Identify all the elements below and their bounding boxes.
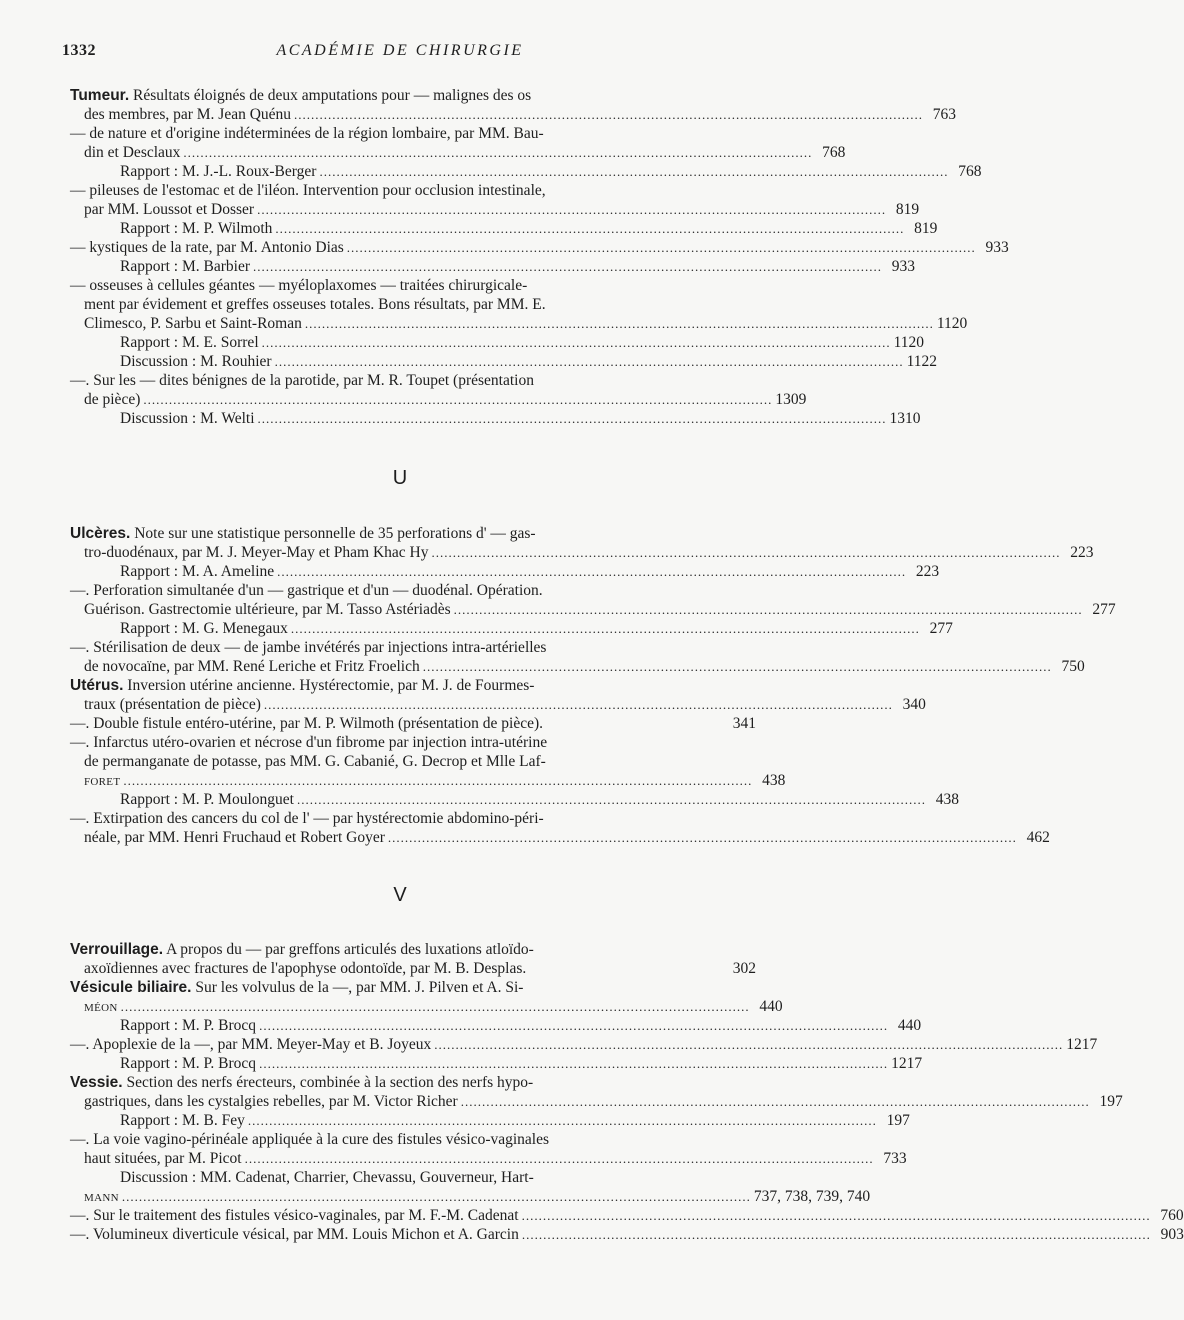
keyword-ulceres: Ulcères. [70, 525, 131, 542]
entry-line: foret .................................................................................................................................................... 438 [84, 772, 786, 789]
keyword-vesicule: Vésicule biliaire. [70, 979, 192, 996]
entry-line: Discussion : MM. Cadenat, Charrier, Chevassu, Gouverneur, Hart- [120, 1169, 534, 1186]
entry-line: de novocaïne, par MM. René Leriche et Fritz Froelich .................................................................................................................................................... 750 [84, 658, 1085, 675]
entry-line: Utérus. Inversion utérine ancienne. Hystérectomie, par M. J. de Fourmes- [70, 677, 535, 694]
page-ref: 768 [822, 144, 846, 161]
letter-heading-u: U [392, 467, 408, 489]
entry-line: tro-duodénaux, par M. J. Meyer-May et Pham Khac Hy .................................................................................................................................................... 223 [84, 544, 1094, 561]
section-v [70, 940, 1184, 1244]
entry-line: par MM. Loussot et Dosser .................................................................................................................................................... 819 [84, 201, 920, 218]
entry-line: Vessie. Section des nerfs érecteurs, combinée à la section des nerfs hypo- [70, 1074, 534, 1091]
entry-line: de permanganate de potasse, pas MM. G. Cabanié, G. Decrop et Mlle Laf- [84, 753, 546, 770]
page-ref: 768 [958, 163, 982, 180]
entry-line: des membres, par M. Jean Quénu .................................................................................................................................................... 763 [84, 106, 957, 123]
page-ref: 277 [1092, 601, 1116, 618]
entry-line: —. La voie vagino-périnéale appliquée à la cure des fistules vésico-vaginales [70, 1131, 550, 1148]
page-ref: 302 [732, 960, 756, 977]
section-u [70, 524, 1116, 847]
entry-line: Rapport : M. A. Ameline .................................................................................................................................................... 223 [120, 563, 940, 580]
entry-line: Tumeur. Résultats éloignés de deux amputations pour — malignes des os [70, 87, 532, 104]
page-ref: 341 [732, 715, 756, 732]
entry-line: Rapport : M. G. Menegaux .................................................................................................................................................... 277 [120, 620, 953, 637]
keyword-tumeur: Tumeur. [70, 87, 130, 104]
page-ref: 903 [1160, 1226, 1184, 1243]
keyword-verrouillage: Verrouillage. [70, 941, 164, 958]
entry-line: —. Stérilisation de deux — de jambe invétérés par injections intra-artérielles [70, 639, 547, 656]
entry-line: —. Sur les — dites bénignes de la parotide, par M. R. Toupet (présentation [70, 372, 534, 389]
entry-line: — osseuses à cellules géantes — myéloplaxomes — traitées chirurgicale- [70, 277, 528, 294]
page-ref: 1217 [1066, 1036, 1098, 1053]
keyword-uterus: Utérus. [70, 677, 124, 694]
page-ref: 763 [932, 106, 957, 123]
entry-line: gastriques, dans les cystalgies rebelles, par M. Victor Richer .................................................................................................................................................... 197 [84, 1093, 1123, 1110]
page-ref: 733 [883, 1150, 907, 1167]
page-ref: 819 [914, 220, 938, 237]
letter-heading-v: V [393, 884, 407, 906]
entry-line: —. Sur le traitement des fistules vésico-vaginales, par M. F.-M. Cadenat .................................................................................................................................................... 760 [70, 1207, 1184, 1224]
entry-line: Vésicule biliaire. Sur les volvulus de la —, par MM. J. Pilven et A. Si- [70, 979, 524, 996]
entry-line: Rapport : M. J.-L. Roux-Berger .................................................................................................................................................... 768 [120, 163, 982, 180]
entry-line: Rapport : M. B. Fey .................................................................................................................................................... 197 [120, 1112, 910, 1129]
page-ref: 223 [1070, 544, 1094, 561]
entry-line: Discussion : M. Welti .................................................................................................................................................... 1310 [120, 410, 921, 427]
entry-line: Rapport : M. P. Moulonguet .................................................................................................................................................... 438 [120, 791, 959, 808]
entry-line: —. Extirpation des cancers du col de l' — par hystérectomie abdomino-péri- [70, 810, 544, 827]
page-ref: 197 [886, 1112, 910, 1129]
entry-line: —. Perforation simultanée d'un — gastrique et d'un — duodénal. Opération. [70, 582, 543, 599]
entry-line: néale, par MM. Henri Fruchaud et Robert Goyer .................................................................................................................................................... 462 [84, 829, 1050, 846]
entry-line: —. Volumineux diverticule vésical, par MM. Louis Michon et A. Garcin .................................................................................................................................................... 903 [70, 1226, 1184, 1243]
entry-line: Guérison. Gastrectomie ultérieure, par M. Tasso Astériadès .................................................................................................................................................... 277 [84, 601, 1116, 618]
entry-line: axoïdiennes avec fractures de l'apophyse odontoïde, par M. B. Desplas. 302 [84, 960, 756, 977]
entry-line: Rapport : M. E. Sorrel .................................................................................................................................................... 1120 [120, 334, 925, 351]
page-ref: 819 [895, 201, 920, 218]
page-ref: 440 [897, 1017, 922, 1034]
page-ref: 1310 [889, 410, 921, 427]
page-ref: 760 [1160, 1207, 1184, 1224]
page-ref: 933 [985, 239, 1009, 256]
entry-line: Ulcères. Note sur une statistique personnelle de 35 perforations d' — gas- [70, 525, 536, 542]
entry-line: de pièce) .................................................................................................................................................... 1309 [84, 391, 807, 408]
entry-line: Rapport : M. P. Brocq .................................................................................................................................................... 1217 [120, 1055, 923, 1072]
entry-line: — pileuses de l'estomac et de l'iléon. Intervention pour occlusion intestinale, [70, 182, 546, 199]
page-ref: 223 [915, 563, 940, 580]
entry-line: Climesco, P. Sarbu et Saint-Roman .................................................................................................................................................... 1120 [84, 315, 968, 332]
entry-line: — kystiques de la rate, par M. Antonio Dias .................................................................................................................................................... 933 [70, 239, 1009, 256]
entry-line: mann .................................................................................................................................................... 737, 738, 739, 740 [84, 1188, 871, 1205]
section-tumeur [70, 86, 1009, 428]
entry-line: —. Apoplexie de la —, par MM. Meyer-May et B. Joyeux .................................................................................................................................................... 1217 [70, 1036, 1098, 1053]
entry-line: ment par évidement et greffes osseuses totales. Bons résultats, par MM. E. [84, 296, 546, 313]
page-ref: 440 [759, 998, 783, 1015]
entry-line: Rapport : M. P. Wilmoth .................................................................................................................................................... 819 [120, 220, 938, 237]
entry-line: méon .................................................................................................................................................... 440 [84, 998, 783, 1015]
page-ref: 1217 [891, 1055, 923, 1072]
page-ref: 737, 738, 739, 740 [753, 1188, 871, 1205]
entry-line: Verrouillage. A propos du — par greffons articulés des luxations atloïdo- [70, 941, 534, 958]
entry-line: din et Desclaux .................................................................................................................................................... 768 [84, 144, 846, 161]
page-ref: 1122 [906, 353, 937, 370]
entry-line: traux (présentation de pièce) .................................................................................................................................................... 340 [84, 696, 926, 713]
page-ref: 277 [929, 620, 953, 637]
entry-line: —. Infarctus utéro-ovarien et nécrose d'un fibrome par injection intra-utérine [70, 734, 548, 751]
page-ref: 933 [891, 258, 916, 275]
entry-line: Rapport : M. Barbier .................................................................................................................................................... 933 [120, 258, 916, 275]
entry-line: Discussion : M. Rouhier .................................................................................................................................................... 1122 [120, 353, 937, 370]
page-ref: 462 [1026, 829, 1050, 846]
entry-line: — de nature et d'origine indéterminées de la région lombaire, par MM. Bau- [70, 125, 544, 142]
page-ref: 197 [1099, 1093, 1123, 1110]
page-ref: 438 [762, 772, 786, 789]
page-ref: 1120 [893, 334, 925, 351]
keyword-vessie: Vessie. [70, 1074, 123, 1091]
entry-line: —. Double fistule entéro-utérine, par M. P. Wilmoth (présentation de pièce). 341 [70, 715, 756, 732]
page-ref: 750 [1061, 658, 1085, 675]
page-ref: 340 [902, 696, 926, 713]
page-ref: 438 [935, 791, 959, 808]
page-ref: 1309 [775, 391, 807, 408]
running-head: ACADÉMIE DE CHIRURGIE [276, 42, 524, 59]
entry-line: haut situées, par M. Picot .................................................................................................................................................... 733 [84, 1150, 907, 1167]
page-number: 1332 [62, 42, 96, 59]
page-ref: 1120 [936, 315, 968, 332]
entry-line: Rapport : M. P. Brocq .................................................................................................................................................... 440 [120, 1017, 922, 1034]
